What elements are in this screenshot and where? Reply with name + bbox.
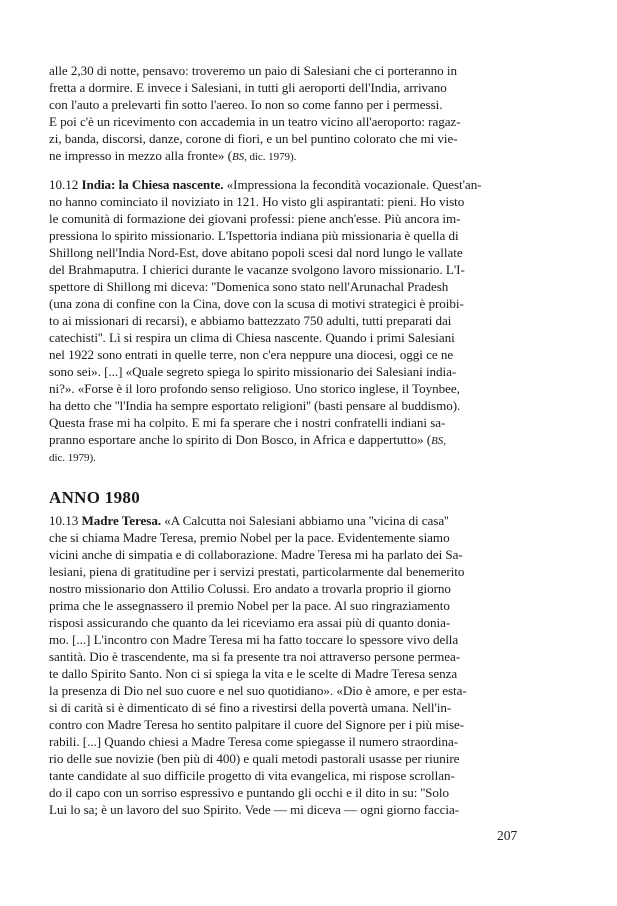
text-line: del Brahmaputra. I chierici durante le vacanze svolgono lavoro missionario. L'I- (49, 262, 465, 277)
citation-date: dic. 1979). (49, 452, 96, 464)
paragraph-continuation (49, 62, 530, 164)
text-line: Lui lo sa; è un lavoro del suo Spirito. Vede — mi diceva — ogni giorno faccia- (49, 802, 460, 817)
citation-source: BS, (231, 151, 247, 163)
text-line: (una zona di confine con la Cina, dove con la scusa di motivi strategici è proibi- (49, 296, 464, 311)
text-line: che si chiama Madre Teresa, premio Nobel per la pace. Evidentemente siamo (49, 530, 450, 545)
section-first-line (49, 176, 530, 193)
text-line: nostro missionario don Attilio Colussi. Ero andato a trovarla proprio il giorno (49, 581, 451, 596)
text-line: Questa frase mi ha colpito. E mi fa sperare che i nostri confratelli indiani sa- (49, 415, 446, 430)
year-heading: ANNO 1980 (49, 488, 141, 507)
text-line: le comunità di formazione dei giovani professi: piene anch'esse. Più ancora im- (49, 211, 461, 226)
section-title: India: la Chiesa nascente. (81, 177, 224, 192)
text-line: rio delle sue novizie (ben più di 400) e quali metodi pastorali usasse per riunire (49, 751, 460, 766)
section-number: 10.12 (49, 177, 82, 192)
text-fragment: «A Calcutta noi Salesiani abbiamo una ''vicina di casa'' (161, 513, 449, 528)
text-line: catechisti''. Lì si respira un clima di Chiesa nascente. Quando i primi Salesiani (49, 330, 455, 345)
text-line: Shillong nell'India Nord-Est, dove abitano popoli scesi dal nord lungo le vallate (49, 245, 463, 260)
text-line: mo. [...] L'incontro con Madre Teresa mi ha fatto toccare lo spessore vivo della (49, 632, 459, 647)
section-title: Madre Teresa. (81, 513, 162, 528)
text-line: spettore di Shillong mi diceva: ''Domenica sono stato nell'Arunachal Pradesh (49, 279, 449, 294)
citation-date-line (49, 448, 530, 465)
section-10-13 (49, 512, 530, 818)
text-line: vicini anche di simpatia e di collaborazione. Madre Teresa mi ha parlato dei Sa- (49, 547, 463, 562)
text-line: nel 1922 sono entrati in quelle terre, non c'era neppure una diocesi, oggi ce ne (49, 347, 454, 362)
text-line: si di carità si è dimenticato di sé fino a rivestirsi della povertà umana. Nell'in- (49, 700, 452, 715)
text-line: ni?». «Forse è il loro profondo senso religioso. Uno storico inglese, il Toynbee, (49, 381, 460, 396)
text-line-with-citation: ne impresso in mezzo alla fronte» (BS, dic. 1979). (49, 148, 297, 163)
text-line: rabili. [...] Quando chiesi a Madre Teresa come spiegasse il numero straordina- (49, 734, 459, 749)
text-line: contro con Madre Teresa ho sentito palpitare il cuore del Signore per i più mise- (49, 717, 465, 732)
section-first-line (49, 512, 530, 529)
text-line: ha detto che ''l'India ha sempre esportato religioni'' (basti pensare al buddismo). (49, 398, 461, 413)
text-line: santità. Dio è trascendente, ma si fa presente tra noi attraverso persone permea- (49, 649, 461, 664)
text-line: no hanno cominciato il noviziato in 121. Ho visto gli aspirantati: pieni. Ho visto (49, 194, 465, 209)
text-line: prima che le assegnassero il premio Nobel per la pace. Al suo ringraziamento (49, 598, 450, 613)
text-line: risposi assicurando che quanto da lei riceviamo era assai più di quanto donia- (49, 615, 451, 630)
text-line: alle 2,30 di notte, pensavo: troveremo un paio di Salesiani che ci porteranno in (49, 63, 457, 78)
page-number: 207 (497, 828, 518, 843)
text-line: do il capo con un sorriso espressivo e puntando gli occhi e il dito in su: ''Solo (49, 785, 449, 800)
section-10-12 (49, 176, 530, 465)
text-line: E poi c'è un ricevimento con accademia in un teatro vicino all'aeroporto: ragaz- (49, 114, 461, 129)
citation-source: BS, (431, 435, 446, 447)
text-line: zi, banda, discorsi, danze, corone di fiori, e un bel puntino colorato che mi vie- (49, 131, 458, 146)
text-fragment: ne impresso in mezzo alla fronte» (49, 148, 228, 163)
text-line: sono sei». [...] «Quale segreto spiega lo spirito missionario dei Salesiani india- (49, 364, 457, 379)
text-line: la presenza di Dio nel suo cuore e nel suo quotidiano». «Dio è amore, e per esta- (49, 683, 467, 698)
text-line: lesiani, piena di gratitudine per i servizi prestati, particolarmente dal benemerito (49, 564, 465, 579)
text-line: to ai missionari di recarsi), e abbiamo battezzato 750 adulti, tutti preparati dai (49, 313, 452, 328)
text-line: fretta a dormire. E invece i Salesiani, in tutti gli aeroporti dell'India, arrivano (49, 80, 447, 95)
text-line: te dallo Spirito Santo. Non ci si spiega la vita e le scelte di Madre Teresa senza (49, 666, 458, 681)
text-line-with-citation (49, 431, 530, 448)
text-fragment: «Impressiona la fecondità vocazionale. Quest'an- (223, 177, 482, 192)
text-line: pressiona lo spirito missionario. L'Ispettoria indiana più missionaria è quella di (49, 228, 459, 243)
section-number: 10.13 (49, 513, 82, 528)
text-fragment: pranno esportare anche lo spirito di Don Bosco, in Africa e dappertutto» ( (49, 432, 432, 447)
text-line: tante candidate al suo difficile progetto di vita evangelica, mi rispose scrollan- (49, 768, 455, 783)
text-line: con l'auto a prelevarti fin sotto l'aereo. Io non so come fanno per i permessi. (49, 97, 443, 112)
citation-date: dic. 1979). (246, 151, 297, 163)
